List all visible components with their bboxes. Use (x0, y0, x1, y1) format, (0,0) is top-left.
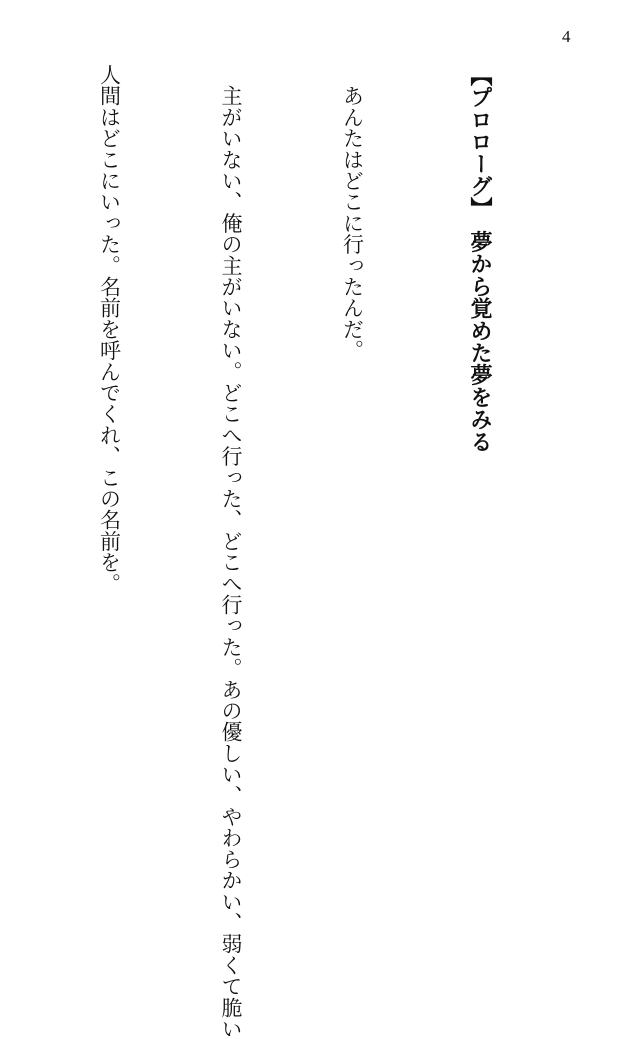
text-line: あんたはどこに行ったんだ。 (340, 64, 365, 361)
text-line: 人間はどこにいった。名前を呼んでくれ、この名前を。 (97, 64, 122, 594)
chapter-title: 【プロローグ】 夢から覚めた夢をみる (467, 64, 493, 453)
text-line: 主がいない、俺の主がいない。どこへ行った、どこへ行った。あの優しい、やわらかい、弱くて脆い (219, 64, 243, 1039)
vertical-text-block (0, 64, 581, 1039)
text-line (0, 64, 8, 870)
page-number: 4 (562, 27, 571, 46)
